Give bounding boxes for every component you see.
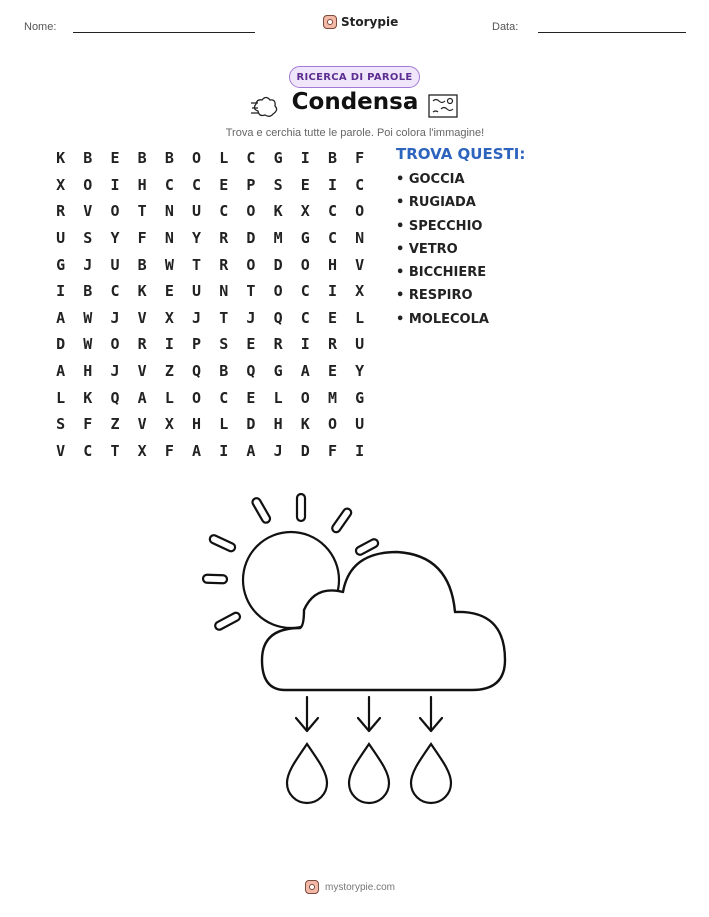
activity-badge: RICERCA DI PAROLE (289, 66, 420, 88)
grid-letter: D (273, 255, 283, 274)
grid-letter: J (110, 362, 120, 381)
grid-letter: D (56, 335, 66, 354)
grid-letter: X (56, 175, 66, 194)
grid-letter: E (219, 175, 229, 194)
grid-letter: B (83, 282, 93, 301)
grid-letter: W (164, 255, 174, 274)
grid-letter: F (355, 149, 365, 168)
word-search-grid (47, 145, 367, 464)
grid-letter: B (137, 255, 147, 274)
instructions: Trova e cerchia tutte le parole. Poi colora l'immagine! (225, 127, 485, 139)
grid-letter: X (164, 308, 174, 327)
grid-letter: U (110, 255, 120, 274)
grid-letter: H (273, 415, 283, 434)
grid-letter: M (327, 388, 337, 407)
grid-letter: O (300, 255, 310, 274)
grid-letter: C (327, 229, 337, 248)
grid-letter: U (56, 229, 66, 248)
word-list-item: • RUGIADA (396, 195, 476, 211)
word-list-item: • GOCCIA (396, 172, 465, 187)
grid-letter: V (137, 362, 147, 381)
grid-letter: I (327, 282, 337, 301)
grid-letter: L (273, 388, 283, 407)
grid-letter: O (327, 415, 337, 434)
grid-letter: O (192, 388, 202, 407)
word-list-item: • SPECCHIO (396, 218, 483, 234)
grid-letter: H (192, 415, 202, 434)
grid-letter: O (83, 175, 93, 194)
grid-letter: Q (246, 362, 256, 381)
grid-letter: V (137, 308, 147, 327)
grid-letter: W (83, 335, 93, 354)
storypie-icon (305, 880, 319, 894)
grid-letter: V (83, 202, 93, 221)
grid-letter: L (219, 415, 229, 434)
grid-letter: R (56, 202, 66, 221)
grid-letter: C (300, 282, 310, 301)
grid-letter: F (164, 441, 174, 460)
grid-letter: I (110, 175, 120, 194)
grid-letter: G (355, 388, 365, 407)
grid-letter: I (219, 441, 229, 460)
grid-letter: C (327, 202, 337, 221)
grid-letter: N (164, 202, 174, 221)
grid-letter: X (300, 202, 310, 221)
grid-letter: X (137, 441, 147, 460)
water-drop-icon (287, 744, 327, 803)
grid-letter: X (355, 282, 365, 301)
water-drop-icon (349, 744, 389, 803)
grid-letter: W (83, 308, 93, 327)
grid-letter: A (56, 362, 66, 381)
grid-letter: L (355, 308, 365, 327)
grid-letter: G (273, 362, 283, 381)
grid-letter: O (300, 388, 310, 407)
grid-letter: I (355, 441, 365, 460)
grid-letter: J (246, 308, 256, 327)
window-fog-icon (428, 94, 458, 118)
grid-letter: H (327, 255, 337, 274)
grid-letter: N (355, 229, 365, 248)
grid-letter: N (219, 282, 229, 301)
grid-letter: T (192, 255, 202, 274)
grid-letter: B (137, 149, 147, 168)
word-list-item: • RESPIRO (396, 288, 473, 304)
grid-letter: D (246, 415, 256, 434)
word-list-title: TROVA QUESTI: (396, 145, 526, 163)
grid-letter: E (327, 308, 337, 327)
grid-letter: N (164, 229, 174, 248)
grid-letter: T (137, 202, 147, 221)
name-line (73, 32, 255, 33)
grid-letter: S (219, 335, 229, 354)
grid-letter: B (164, 149, 174, 168)
grid-letter: F (137, 229, 147, 248)
word-list-item: • MOLECOLA (396, 311, 489, 327)
grid-letter: T (219, 308, 229, 327)
grid-letter: E (300, 175, 310, 194)
grid-letter: J (83, 255, 93, 274)
grid-letter: J (273, 441, 283, 460)
grid-letter: O (273, 282, 283, 301)
grid-letter: U (192, 202, 202, 221)
grid-letter: U (355, 335, 365, 354)
grid-letter: E (246, 388, 256, 407)
grid-letter: H (137, 175, 147, 194)
grid-letter: K (56, 149, 66, 168)
grid-letter: L (219, 149, 229, 168)
grid-letter: J (110, 308, 120, 327)
grid-letter: U (355, 415, 365, 434)
grid-letter: C (355, 175, 365, 194)
brand-logo (323, 15, 398, 29)
coloring-illustration (195, 488, 515, 828)
grid-letter: Y (192, 229, 202, 248)
grid-letter: T (110, 441, 120, 460)
page-title: Condensa (291, 89, 419, 115)
grid-letter: C (246, 149, 256, 168)
brand-name: Storypie (341, 15, 399, 29)
grid-letter: E (246, 335, 256, 354)
grid-letter: O (246, 202, 256, 221)
grid-letter: R (327, 335, 337, 354)
grid-letter: L (164, 388, 174, 407)
grid-letter: O (110, 202, 120, 221)
grid-letter: I (300, 335, 310, 354)
grid-letter: R (273, 335, 283, 354)
footer-url: mystorypie.com (325, 881, 396, 893)
grid-letter: C (110, 282, 120, 301)
grid-letter: P (192, 335, 202, 354)
grid-letter: G (273, 149, 283, 168)
storypie-icon (323, 15, 337, 29)
word-list (396, 170, 489, 333)
grid-letter: C (219, 388, 229, 407)
grid-letter: K (300, 415, 310, 434)
grid-letter: V (355, 255, 365, 274)
grid-letter: B (219, 362, 229, 381)
grid-letter: C (219, 202, 229, 221)
word-list-item: • VETRO (396, 241, 458, 257)
grid-letter: C (192, 175, 202, 194)
grid-letter: A (300, 362, 310, 381)
name-label: Nome: (24, 21, 57, 33)
grid-letter: L (56, 388, 66, 407)
grid-letter: G (300, 229, 310, 248)
arrow-down-icon (296, 697, 318, 731)
grid-letter: J (192, 308, 202, 327)
grid-letter: T (246, 282, 256, 301)
grid-letter: X (164, 415, 174, 434)
grid-letter: Q (273, 308, 283, 327)
grid-letter: B (83, 149, 93, 168)
date-label: Data: (492, 21, 519, 33)
grid-letter: Y (355, 362, 365, 381)
grid-letter: S (83, 229, 93, 248)
grid-letter: Q (110, 388, 120, 407)
date-line (538, 32, 686, 33)
grid-letter: I (327, 175, 337, 194)
grid-letter: F (327, 441, 337, 460)
water-drop-icon (411, 744, 451, 803)
grid-letter: S (56, 415, 66, 434)
grid-letter: R (219, 255, 229, 274)
grid-letter: H (83, 362, 93, 381)
grid-letter: F (83, 415, 93, 434)
grid-letter: G (56, 255, 66, 274)
grid-letter: R (219, 229, 229, 248)
grid-letter: V (137, 415, 147, 434)
arrows (296, 697, 442, 731)
grid-letter: D (246, 229, 256, 248)
grid-letter: K (83, 388, 93, 407)
grid-letter: Z (164, 362, 174, 381)
grid-letter: A (192, 441, 202, 460)
footer (305, 880, 395, 894)
grid-letter: A (246, 441, 256, 460)
grid-letter: C (300, 308, 310, 327)
grid-letter: C (164, 175, 174, 194)
grid-letter: P (246, 175, 256, 194)
grid-letter: E (327, 362, 337, 381)
word-list-item: • BICCHIERE (396, 265, 487, 281)
grid-letter: U (192, 282, 202, 301)
grid-letter: B (327, 149, 337, 168)
grid-letter: Y (110, 229, 120, 248)
grid-letter: R (137, 335, 147, 354)
grid-letter: K (137, 282, 147, 301)
grid-letter: Q (192, 362, 202, 381)
grid-letter: Z (110, 415, 120, 434)
grid-letter: S (273, 175, 283, 194)
grid-letter: E (164, 282, 174, 301)
grid-letter: O (355, 202, 365, 221)
grid-letter: E (110, 149, 120, 168)
arrow-down-icon (420, 697, 442, 731)
grid-letter: M (273, 229, 283, 248)
grid-letter: O (110, 335, 120, 354)
grid-letter: O (192, 149, 202, 168)
grid-letter: D (300, 441, 310, 460)
grid-letter: I (300, 149, 310, 168)
grid-letter: K (273, 202, 283, 221)
grid-letter: O (246, 255, 256, 274)
arrow-down-icon (358, 697, 380, 731)
grid-letter: C (83, 441, 93, 460)
grid-letter: I (164, 335, 174, 354)
grid-letter: A (137, 388, 147, 407)
grid-letter: V (56, 441, 66, 460)
grid-letter: I (56, 282, 66, 301)
grid-letter: A (56, 308, 66, 327)
drops (287, 744, 451, 803)
